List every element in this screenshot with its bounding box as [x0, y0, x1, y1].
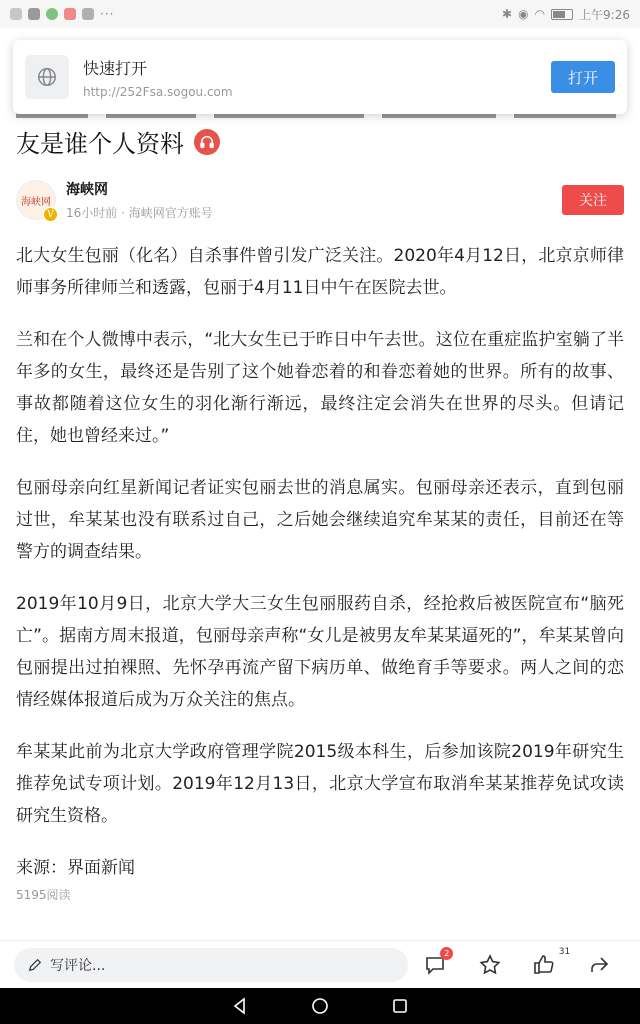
follow-button[interactable]: 关注 — [562, 185, 624, 215]
paragraph: 包丽母亲向红星新闻记者证实包丽去世的消息属实。包丽母亲还表示，直到包丽过世，牟某某也没有联系过自己，之后她会继续追究牟某某的责任，目前还在等警方的调查结果。 — [16, 478, 624, 562]
action-icons — [408, 946, 626, 979]
play-icon — [46, 8, 58, 20]
popup-url: http://252Fsa.sogou.com — [83, 84, 233, 99]
source-line: 来源：界面新闻 — [16, 858, 135, 878]
status-bar — [0, 0, 640, 28]
popup-title: 快速打开 — [83, 58, 148, 78]
thumbs-up-icon — [532, 953, 556, 977]
paragraph: 北大女生包丽（化名）自杀事件曾引发广泛关注。2020年4月12日，北京京师律师事务所律师兰和透露，包丽于4月11日中午在医院去世。 — [16, 246, 624, 298]
like-button[interactable] — [530, 946, 571, 979]
status-left-icons — [10, 7, 114, 21]
author-row — [16, 178, 624, 222]
paragraph: 兰和在个人微博中表示，“北大女生已于昨日中午去世。这位在重症监护室躺了半年多的女生，最终还是告别了这个她眷恋着的和眷恋着她的世界。所有的故事、事故都随着这位女生的羽化渐行渐远，最终注定会消失在世界的尽头。但请记住，她也曾经来过。” — [16, 330, 624, 446]
system-nav-bar — [0, 988, 640, 1024]
more-notifications: ··· — [100, 7, 115, 21]
author-subtitle: 16小时前 · 海峡网官方账号 — [66, 206, 213, 220]
battery-icon — [551, 9, 573, 20]
app-badge-icon — [64, 8, 76, 20]
bottom-action-bar — [0, 940, 640, 988]
recents-icon[interactable] — [391, 997, 409, 1015]
paragraph: 2019年10月9日，北京大学大三女生包丽服药自杀，经抢救后被医院宣布“脑死亡”。据南方周末报道，包丽母亲声称“女儿是被男友牟某某逼死的”，牟某某曾向包丽提出过拍裸照、先怀孕再流产留下病历单、做绝育手等要求。两人之间的恋情经媒体报道后成为万众关注的焦点。 — [16, 594, 624, 710]
share-button[interactable] — [585, 951, 613, 979]
comments-button[interactable] — [421, 948, 450, 979]
favorite-button[interactable] — [476, 951, 504, 979]
comment-input[interactable] — [14, 948, 408, 982]
like-count: 31 — [558, 946, 571, 957]
app-icon — [10, 8, 22, 20]
open-button[interactable]: 打开 — [551, 61, 615, 93]
article-body — [16, 240, 624, 904]
pencil-icon — [28, 958, 42, 972]
comment-count-badge: 2 — [440, 947, 453, 960]
bluetooth-icon: ✱ — [502, 7, 513, 21]
paragraph: 牟某某此前为北京大学政府管理学院2015级本科生，后参加该院2019年研究生推荐免试专项计划。2019年12月13日，北京大学宣布取消牟某某推荐免试攻读研究生资格。 — [16, 742, 624, 826]
status-time: 上午9:26 — [579, 7, 630, 22]
avatar[interactable] — [16, 180, 56, 220]
home-icon[interactable] — [311, 997, 329, 1015]
wifi-icon: ◠ — [534, 7, 546, 21]
back-icon[interactable] — [231, 997, 249, 1015]
popup-text — [83, 56, 551, 99]
verified-icon: V — [43, 207, 58, 222]
article-title-text: 友是谁个人资料 — [16, 130, 184, 158]
share-arrow-icon — [587, 953, 611, 977]
star-icon — [478, 953, 502, 977]
author-meta — [66, 179, 562, 221]
globe-icon — [25, 55, 69, 99]
avatar-text: 海峡网 — [21, 196, 51, 208]
quick-open-popup[interactable] — [13, 40, 627, 114]
author-name[interactable]: 海峡网 — [66, 182, 108, 198]
tiktok-icon — [28, 8, 40, 20]
article-title — [16, 124, 220, 159]
comment-placeholder: 写评论... — [50, 957, 106, 974]
headphones-icon[interactable] — [194, 129, 220, 155]
browser-icon — [82, 8, 94, 20]
read-count: 5195阅读 — [16, 888, 71, 902]
eye-icon: ◉ — [518, 7, 529, 21]
status-right-icons — [502, 6, 630, 23]
